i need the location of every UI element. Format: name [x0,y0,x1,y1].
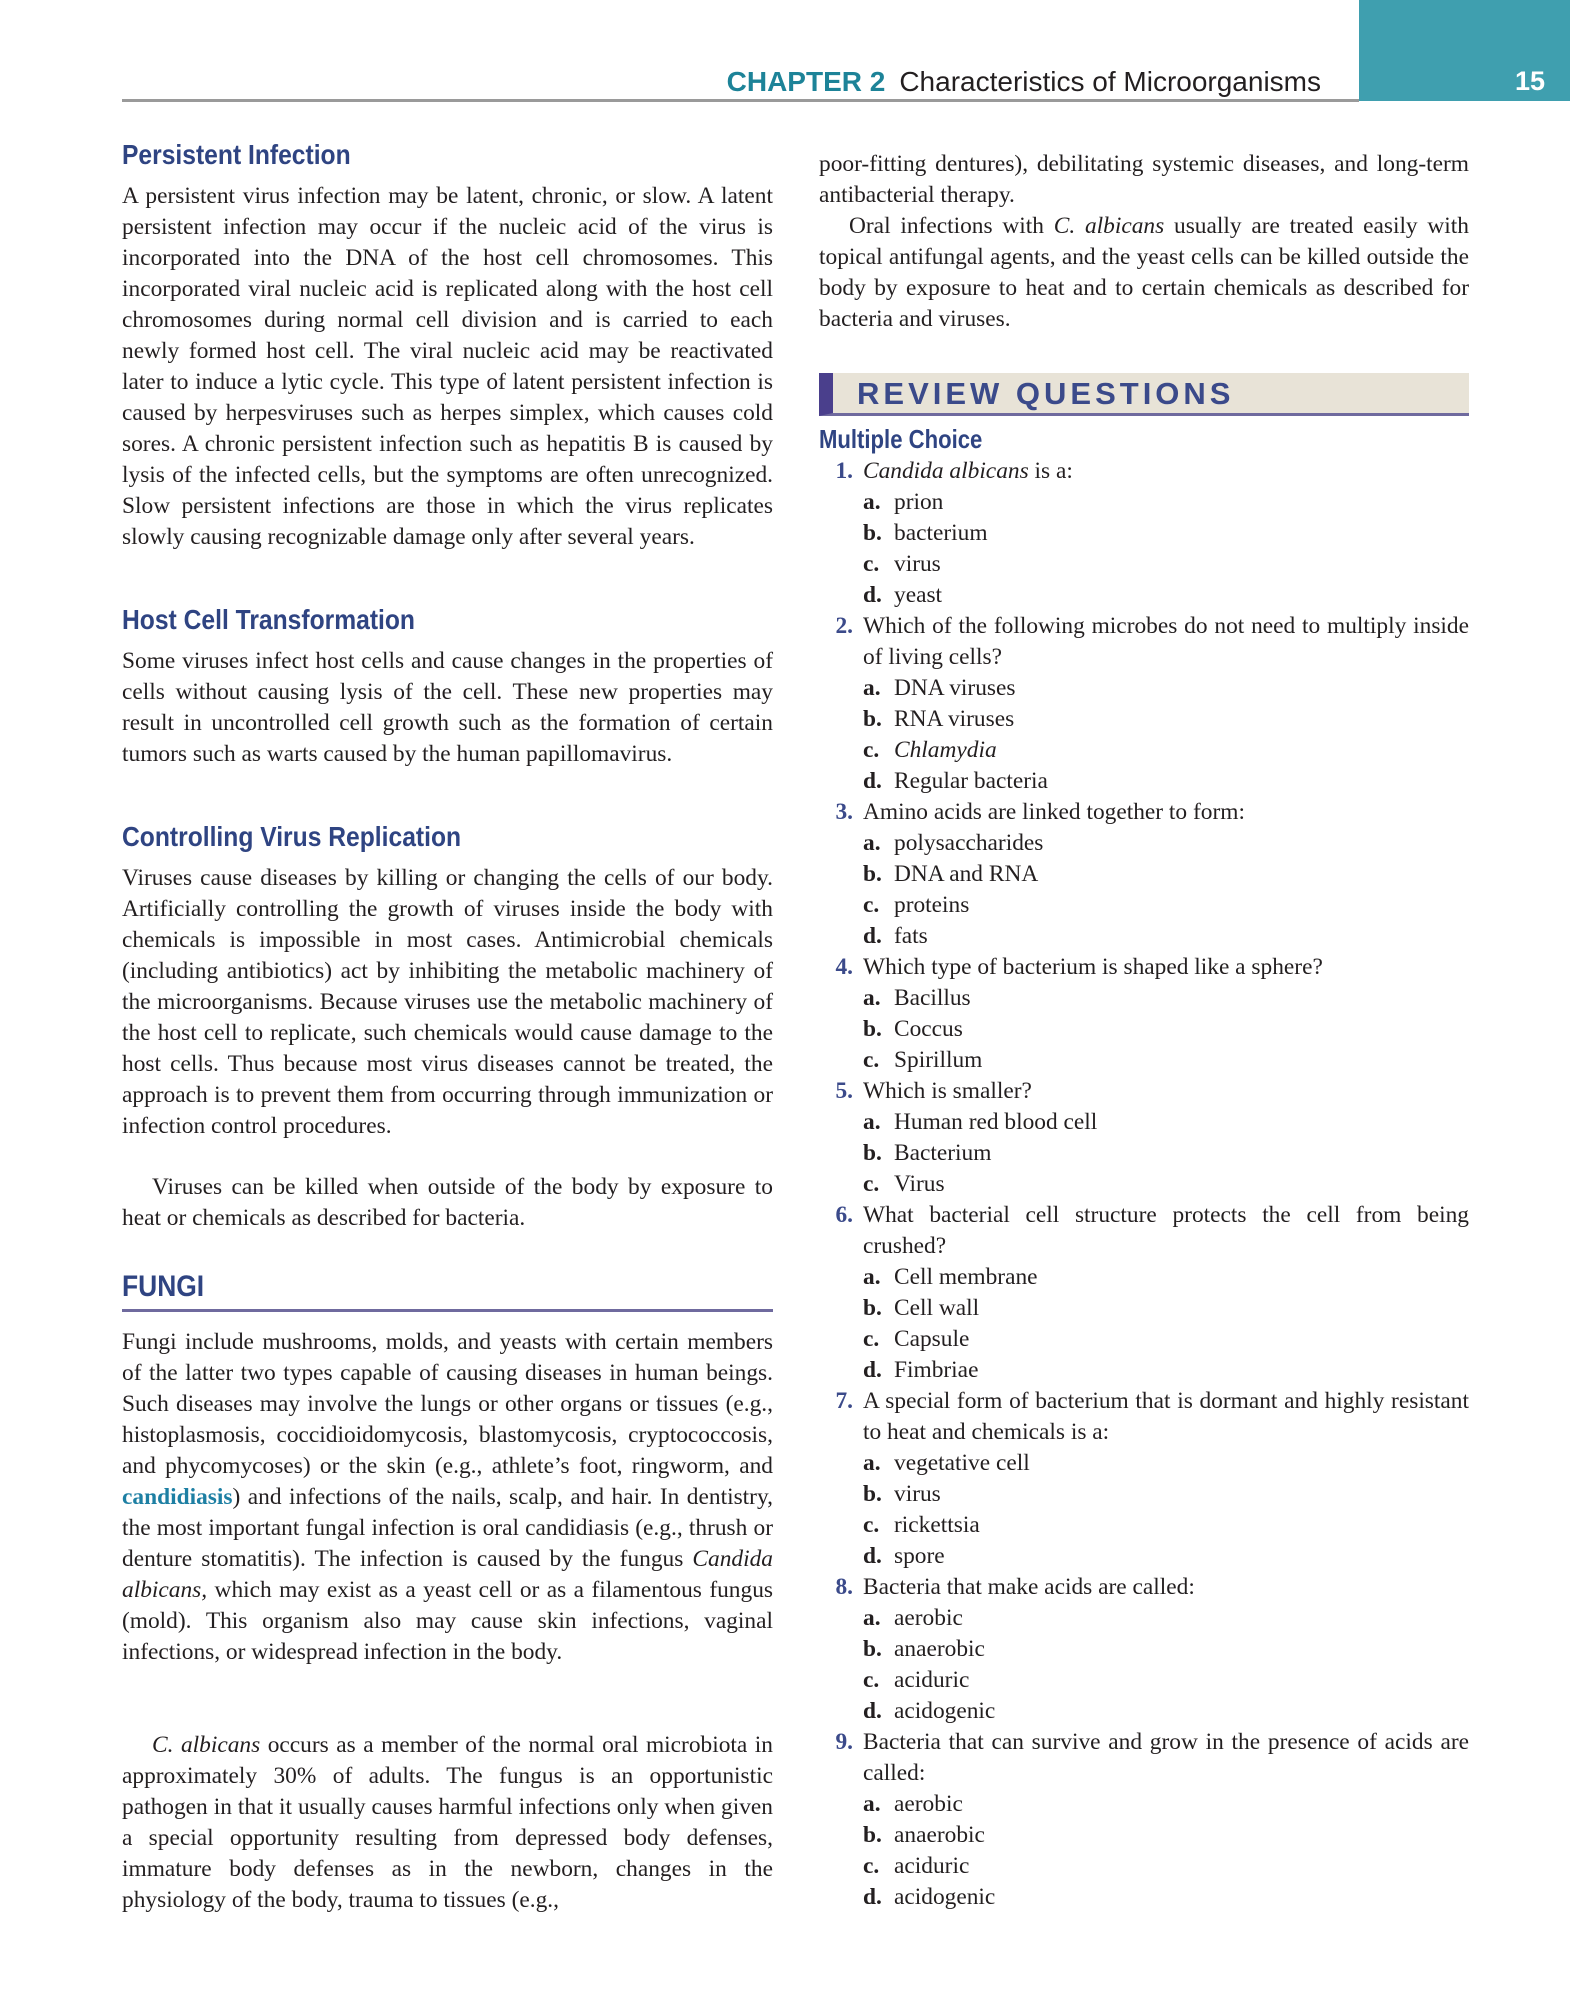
answer-option [863,1882,1469,1913]
paragraph-fungi-intro [122,1327,773,1668]
answer-option [863,890,1469,921]
option-letter: b. [863,1016,882,1042]
option-text: aciduric [894,1667,970,1693]
option-letter: a. [863,675,881,701]
option-text: Regular bacteria [894,768,1048,794]
answer-options [863,1107,1469,1200]
option-text: aerobic [894,1605,963,1631]
question-text [863,456,1469,487]
option-letter: b. [863,1636,882,1662]
heading-host-cell-transformation: Host Cell Transformation [122,604,415,635]
page-number: 15 [1514,66,1545,96]
option-text: Bacillus [894,985,971,1011]
option-text: proteins [894,892,970,918]
option-text: anaerobic [894,1636,985,1662]
question-text [863,1386,1469,1448]
answer-option [863,1138,1469,1169]
question-number: 7. [835,1388,853,1414]
answer-option [863,1262,1469,1293]
answer-option [863,828,1469,859]
question-italic-term: Candida albicans [863,458,1029,484]
option-text: Cell membrane [894,1264,1038,1290]
question-item [819,1572,1469,1727]
answer-option [863,704,1469,735]
option-letter: c. [863,892,880,918]
answer-option [863,983,1469,1014]
option-letter: c. [863,1047,880,1073]
option-letter: d. [863,1543,882,1569]
paragraph-c-albicans [122,1730,773,1916]
answer-options [863,828,1469,952]
option-text: polysaccharides [894,830,1044,856]
option-letter: c. [863,1512,880,1538]
option-letter: c. [863,1853,880,1879]
option-letter: b. [863,1295,882,1321]
question-body: Which type of bacterium is shaped like a sphere? [863,954,1323,980]
multiple-choice-heading: Multiple Choice [819,424,983,454]
c-albicans-text: occurs as a member of the normal oral microbiota in approximately 30% of adults. The fungus is an opportunistic pathogen in that it usually causes harmful infections only when given a special opportunity resulting from depressed body defenses, immature body defenses as in the newborn, changes in the physiology of the body, trauma to tissues (e.g., [122,1732,773,1913]
answer-option [863,1665,1469,1696]
answer-option [863,1169,1469,1200]
paragraph-continuation: poor-fitting dentures), debilitating systemic diseases, and long-term antibacterial therapy. [819,151,1469,208]
question-number: 8. [835,1574,853,1600]
option-letter: a. [863,1791,881,1817]
option-text: rickettsia [894,1512,980,1538]
option-text: aerobic [894,1791,963,1817]
option-letter: a. [863,1264,881,1290]
question-number: 9. [835,1729,853,1755]
option-letter: b. [863,706,882,732]
answer-options [863,1448,1469,1572]
option-letter: a. [863,489,881,515]
answer-option [863,1851,1469,1882]
option-text: fats [894,923,928,949]
option-text: Bacterium [894,1140,992,1166]
answer-option [863,1820,1469,1851]
option-letter: c. [863,551,880,577]
question-item [819,456,1469,611]
option-text: acidogenic [894,1698,996,1724]
answer-option [863,1696,1469,1727]
option-text: Spirillum [894,1047,983,1073]
answer-option [863,1448,1469,1479]
question-body: Bacteria that make acids are called: [863,1574,1195,1600]
paragraph-oral-infections [819,211,1469,335]
answer-options [863,673,1469,797]
answer-option [863,1107,1469,1138]
option-text: Chlamydia [894,737,997,763]
answer-option [863,487,1469,518]
answer-options [863,487,1469,611]
answer-option [863,518,1469,549]
option-letter: c. [863,1326,880,1352]
option-letter: c. [863,737,880,763]
species-c-albicans-oral: C. albicans [1053,213,1165,239]
option-text: DNA viruses [894,675,1016,701]
option-letter: b. [863,520,882,546]
option-text: prion [894,489,944,515]
answer-option [863,735,1469,766]
answer-option [863,1014,1469,1045]
option-text: aciduric [894,1853,970,1879]
answer-option [863,1541,1469,1572]
option-text: vegetative cell [894,1450,1030,1476]
question-body: Bacteria that can survive and grow in the presence of acids are called: [863,1729,1469,1786]
oral-text-1: Oral infections with [849,213,1054,239]
question-number: 4. [835,954,853,980]
answer-option [863,1355,1469,1386]
review-questions-banner [819,373,1469,416]
answer-option [863,1789,1469,1820]
option-letter: a. [863,1109,881,1135]
paragraph-controlling-virus-replication: Viruses cause diseases by killing or changing the cells of our body. Artificially controlling the growth of viruses inside the body with chemicals is impossible in most cases. Antimicrobial chemicals (including antibiotics) act by inhibiting the metabolic machinery of the microorganisms. Because viruses use the metabolic machinery of the host cell to replicate, such chemicals would cause damage to the host cells. Thus because most virus diseases cannot be treated, the approach is to prevent them from occurring through immunization or infection control procedures. [122,865,773,1139]
answer-option [863,1324,1469,1355]
species-candida-albicans: Candida albicans, [122,1546,773,1603]
question-text [863,1200,1469,1262]
question-item [819,611,1469,797]
answer-option [863,1603,1469,1634]
answer-options [863,983,1469,1076]
paragraph-host-cell-transformation: Some viruses infect host cells and cause changes in the properties of cells without causing lysis of the cell. These new properties may result in uncontrolled cell growth such as the formation of certain tumors such as warts caused by the human papillomavirus. [122,648,773,767]
question-number: 1. [835,458,853,484]
heading-fungi: FUNGI [122,1270,205,1303]
oral-text-2: usually are treated easily with topical antifungal agents, and the yeast cells can be killed outside the body by exposure to heat and to certain chemicals as described for bacteria and viruses. [819,213,1469,332]
option-letter: a. [863,1605,881,1631]
option-text: Coccus [894,1016,963,1042]
question-text [863,797,1469,828]
option-letter: c. [863,1171,880,1197]
question-body: Which is smaller? [863,1078,1032,1104]
option-letter: d. [863,1357,882,1383]
heading-persistent-infection: Persistent Infection [122,139,351,170]
option-text: Cell wall [894,1295,980,1321]
species-c-albicans: C. albicans [152,1732,261,1758]
question-item [819,797,1469,952]
option-letter: d. [863,923,882,949]
option-letter: b. [863,1822,882,1848]
answer-options [863,1262,1469,1386]
option-letter: a. [863,1450,881,1476]
option-text: yeast [894,582,943,608]
option-text: Virus [894,1171,945,1197]
question-item [819,1076,1469,1200]
answer-option [863,1510,1469,1541]
term-candidiasis: candidiasis [122,1484,233,1510]
fungi-text-2: ) and infections of the nails, scalp, and hair. In dentistry, the most important fungal infection is oral candidiasis (e.g., thrush or denture stomatitis). The infection is caused by the fungus [122,1484,773,1572]
option-text: Capsule [894,1326,970,1352]
question-text [863,952,1469,983]
option-text: Human red blood cell [894,1109,1098,1135]
option-letter: a. [863,830,881,856]
answer-option [863,1045,1469,1076]
option-letter: b. [863,1140,882,1166]
option-text: bacterium [894,520,988,546]
answer-option [863,921,1469,952]
heading-controlling-virus-replication: Controlling Virus Replication [122,821,462,852]
question-number: 2. [835,613,853,639]
option-text: anaerobic [894,1822,985,1848]
option-text: virus [894,551,941,577]
question-list [819,456,1469,1913]
option-text: spore [894,1543,945,1569]
question-item [819,1727,1469,1913]
question-item [819,1386,1469,1572]
question-text [863,1076,1469,1107]
answer-option [863,549,1469,580]
answer-option [863,766,1469,797]
question-number: 6. [835,1202,853,1228]
answer-option [863,1293,1469,1324]
question-body: What bacterial cell structure protects the cell from being crushed? [863,1202,1469,1259]
option-letter: b. [863,861,882,887]
option-text: acidogenic [894,1884,996,1910]
option-letter: c. [863,1667,880,1693]
answer-option [863,1634,1469,1665]
chapter-title: Characteristics of Microorganisms [899,66,1321,97]
question-number: 3. [835,799,853,825]
answer-option [863,580,1469,611]
option-letter: d. [863,582,882,608]
question-item [819,952,1469,1076]
option-letter: b. [863,1481,882,1507]
fungi-rule [122,1309,773,1312]
fungi-text-3: which may exist as a yeast cell or as a filamentous fungus (mold). This organism also may cause skin infections, vaginal infections, or widespread infection in the body. [122,1577,773,1665]
option-text: RNA viruses [894,706,1015,732]
question-item [819,1200,1469,1386]
answer-option [863,1479,1469,1510]
option-letter: d. [863,768,882,794]
paragraph-virus-killing: Viruses can be killed when outside of the body by exposure to heat or chemicals as described for bacteria. [122,1174,773,1231]
question-text [863,1572,1469,1603]
running-head [122,66,1321,98]
question-text [863,611,1469,673]
question-body: is a: [1028,458,1073,484]
question-body: Which of the following microbes do not need to multiply inside of living cells? [863,613,1469,670]
answer-option [863,673,1469,704]
answer-options [863,1789,1469,1913]
question-body: Amino acids are linked together to form: [863,799,1245,825]
option-letter: a. [863,985,881,1011]
option-text: virus [894,1481,941,1507]
header-rule [122,99,1359,102]
question-body: A special form of bacterium that is dormant and highly resistant to heat and chemicals is a: [863,1388,1469,1445]
fungi-text-1: Fungi include mushrooms, molds, and yeasts with certain members of the latter two types capable of causing diseases in human beings. Such diseases may involve the lungs or other organs or tissues (e.g., histoplasmosis, coccidioidomycosis, blastomycosis, cryptococcosis, and phycomycoses) or the skin (e.g., athlete’s foot, ringworm, and [122,1329,773,1479]
chapter-label: CHAPTER 2 [726,66,886,97]
option-letter: d. [863,1698,882,1724]
option-letter: d. [863,1884,882,1910]
answer-options [863,1603,1469,1727]
answer-option [863,859,1469,890]
question-text [863,1727,1469,1789]
review-questions-title: REVIEW QUESTIONS [857,376,1235,411]
option-text: Fimbriae [894,1357,979,1383]
option-text: DNA and RNA [894,861,1039,887]
question-number: 5. [835,1078,853,1104]
paragraph-persistent-infection: A persistent virus infection may be latent, chronic, or slow. A latent persistent infection may occur if the nucleic acid of the virus is incorporated into the DNA of the host cell chromosomes. This incorporated viral nucleic acid is replicated along with the host cell chromosomes during normal cell division and is carried to each newly formed host cell. The viral nucleic acid may be reactivated later to induce a lytic cycle. This type of latent persistent infection is caused by herpesviruses such as herpes simplex, which causes cold sores. A chronic persistent infection such as hepatitis B is caused by lysis of the infected cells, but the symptoms are often unrecognized. Slow persistent infections are those in which the virus replicates slowly causing recognizable damage only after several years. [122,183,773,550]
